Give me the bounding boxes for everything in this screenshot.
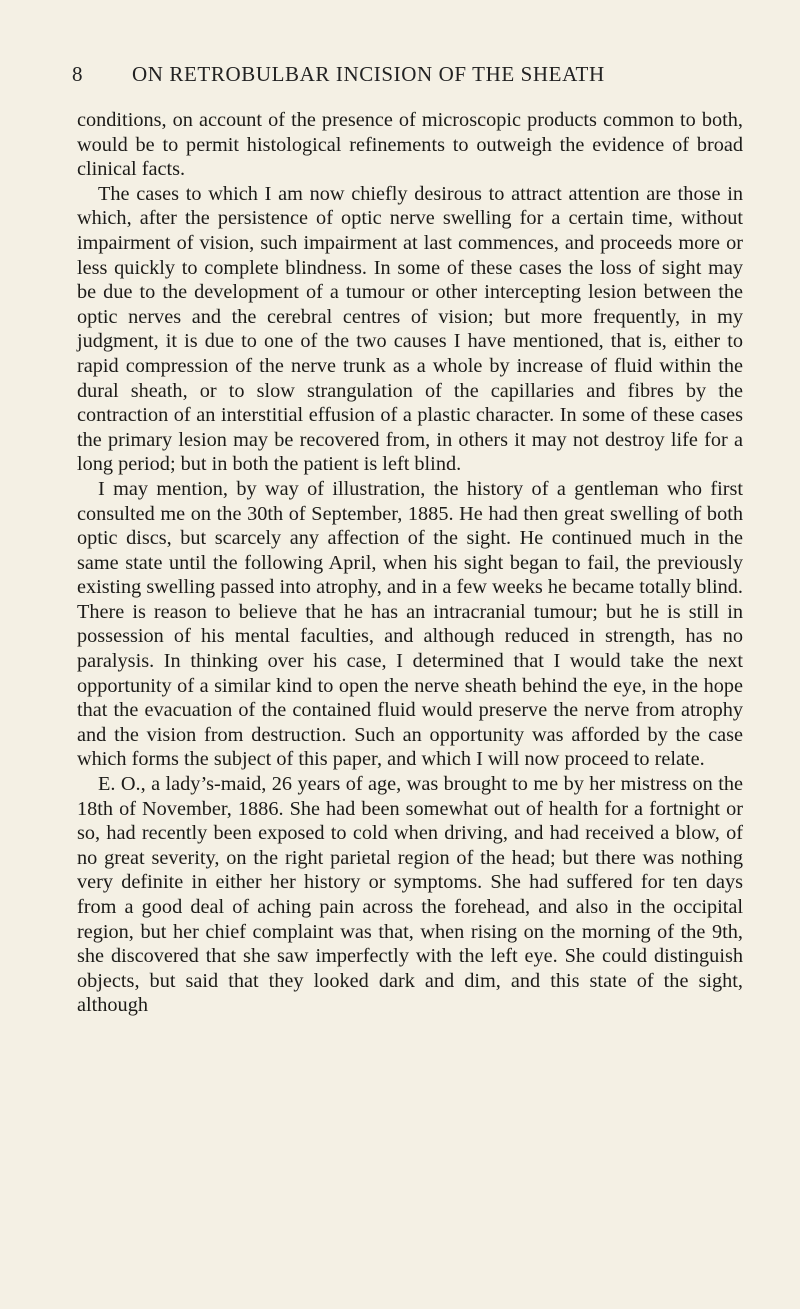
paragraph-case-report: E. O., a lady’s-maid, 26 years of age, was brought to me by her mistress on the 18th of November, 1886. She had been somewhat out of health for a fortnight or so, had recently been exposed to cold when driving, and had received a blow, of no great severity, on the right parietal region of the head; but there was nothing very definite in either her history or symptoms. She had suffered for ten days from a good deal of aching pain across the forehead, and also in the occipital region, but her chief complaint was that, when rising on the morning of the 9th, she discovered that she saw imperfectly with the left eye. She could distinguish objects, but said that they looked dark and dim, and this state of the sight, although [77, 773, 743, 1017]
running-head: ON RETROBULBAR INCISION OF THE SHEATH [132, 62, 605, 86]
paragraph-continuation: conditions, on account of the presence of microscopic products common to both, would be to permit histological refinements to outweigh the evidence of broad clinical facts. [77, 109, 743, 181]
paragraph-illustration: I may mention, by way of illustration, the history of a gentleman who first consulted me on the 30th of September, 1885. He had then great swelling of both optic discs, but scarcely any affection of the sight. He continued much in the same state until the following April, when his sight began to fail, the previously existing swelling passed into atrophy, and in a few weeks he became totally blind. There is reason to believe that he has an intracranial tumour; but he is still in possession of his mental faculties, and although reduced in strength, has no paralysis. In thinking over his case, I determined that I would take the next opportunity of a similar kind to open the nerve sheath behind the eye, in the hope that the evacuation of the contained fluid would preserve the nerve from atrophy and the vision from destruction. Such an opportunity was afforded by the case which forms the subject of this paper, and which I will now proceed to relate. [77, 477, 743, 771]
page-header [72, 62, 740, 88]
body-text [77, 108, 743, 1018]
paragraph-cases: The cases to which I am now chiefly desirous to attract attention are those in which, after the persistence of optic nerve swelling for a certain time, without impairment of vision, such impairment at last commences, and proceeds more or less quickly to complete blindness. In some of these cases the loss of sight may be due to the development of a tumour or other intercepting lesion between the optic nerves and the cerebral centres of vision; but more frequently, in my judgment, it is due to one of the two causes I have mentioned, that is, either to rapid compression of the nerve trunk as a whole by increase of fluid within the dural sheath, or to slow strangulation of the capillaries and fibres by the contraction of an interstitial effusion of a plastic character. In some of these cases the primary lesion may be recovered from, in others it may not destroy life for a long period; but in both the patient is left blind. [77, 182, 743, 476]
page-number: 8 [72, 62, 84, 86]
